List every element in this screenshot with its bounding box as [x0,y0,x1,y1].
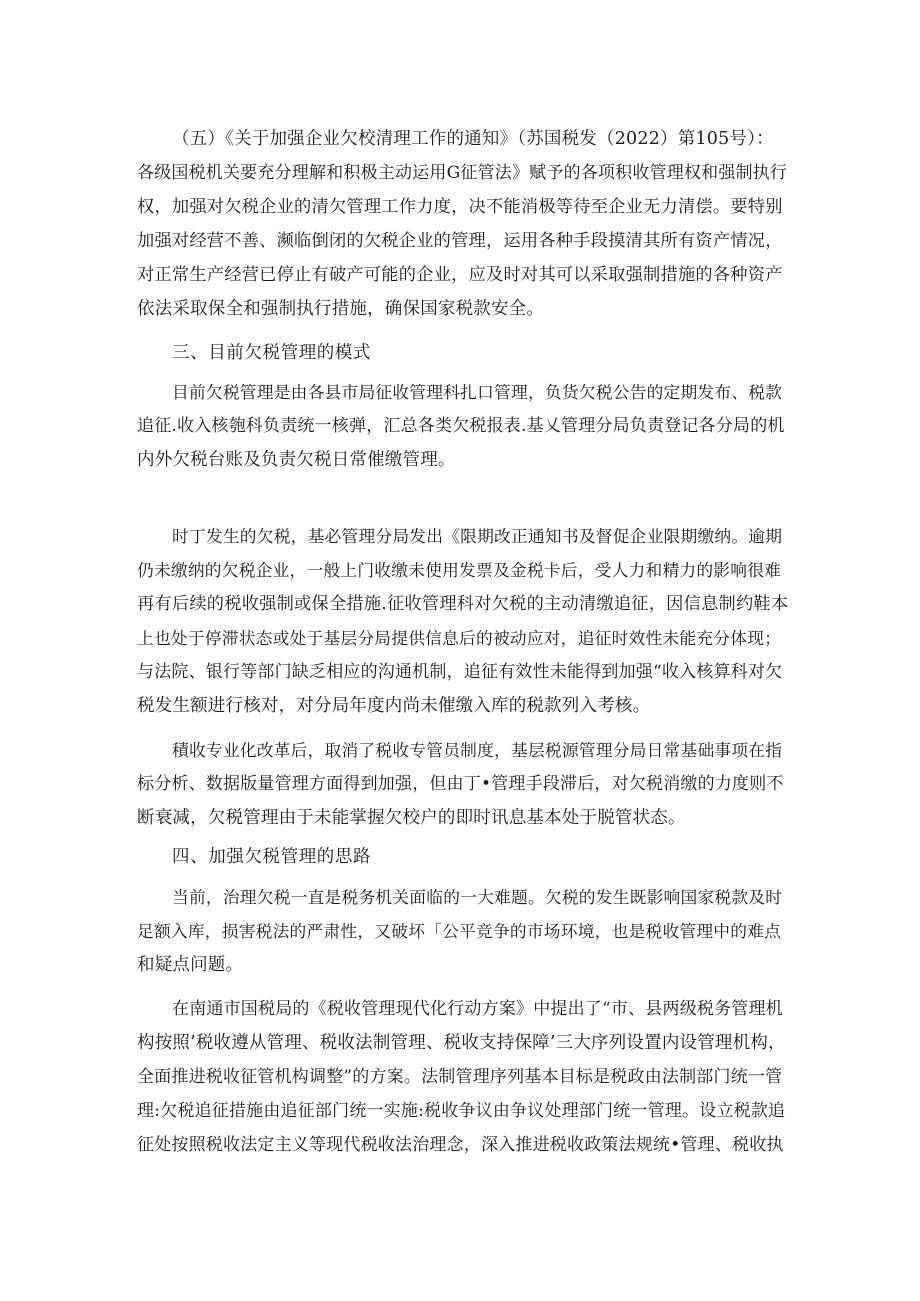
text-line: 再有后续的税收强制或保全措施.征收管理科对欠税的主动清缴追征，因信息制约鞋本 [137,594,789,614]
text-line: 和疑点问题。 [137,955,244,975]
text-line: 内外欠税台账及负责欠税日常催缴管理。 [137,450,456,470]
text-line: 依法采取保全和强制执行措施，确保国家税款安全。 [137,299,545,319]
text-line: 全面推进税收征管机构调整”的方案。法制管理序列基本目标是税政由法制部门统一管 [137,1067,783,1087]
text-line: 标分析、数据版量管理方面得到加强，但由丁•管理手段滞后，对欠税消缴的力度则不 [137,774,784,794]
text-line: 追征.收入核匏科负责统一核弹，汇总各类欠税报表.基乂管理分局负责登记各分局的机 [137,416,785,436]
text-line: 在南通市国税局的《税收管理现代化行动方案》中提出了“市、县两级税务管理机 [172,999,783,1019]
text-line: 理:欠税追征措施由追征部门统一实施:税收争议由争议处理部门统一管理。设立税款追 [137,1101,786,1121]
text-line: 权，加强对欠税企业的清欠管理工作力度，决不能消极等待至企业无力清偿。要特别 [137,197,783,217]
text-line: 征处按照税收法定主义等现代税收法治理念，深入推进税收政策法规统•管理、税收执 [137,1135,784,1155]
text-line: 足额入库，损害税法的严肃性，又破坏「公平竞争的市场环境，也是税收管理中的难点 [137,921,782,941]
text-line: 仍未缴纳的欠税企业，一般上门收缴未使用发票及金税卡后，受人力和精力的影响很难 [137,560,782,580]
text-line: 積收专业化改革后，取消了税收专管员制度，基层税源管理分局日常基础事项在指 [172,740,783,760]
text-line: 对正常生产经营已停止有破产可能的企业，应及时对其可以采取强制措施的各种资产 [137,265,783,285]
text-line: 上也处于停滞状态或处于基层分局提供信息后的被动应对，追征时效性未能充分体现； [137,628,782,648]
text-line: 断衰减，欠税管理由于未能掌握欠校户的即时讯息基本处于脱管状态。 [137,808,686,828]
section-heading-3: 三、目前欠税管理的模式 [172,343,372,363]
text-line: 时丁发生的欠税，基必管理分局发出《限期改正通知书及督促企业限期缴纳。逾期 [172,526,783,546]
text-line: 目前欠税管理是由各县市局征收管理科扎口管理，负货欠税公告的定期发布、税款 [172,382,783,402]
text-line: 加强对经营不善、濒临倒闭的欠税企业的管理，运用各种手段摸清其所有资产情况， [137,231,783,251]
text-line: 税发生额进行核对，对分局年度内尚未催缴入库的税款列入考核。 [137,696,651,716]
text-line: （五）《关于加强企业欠校清理工作的通知》（苏国税发（2022）第105号）： [172,129,774,149]
text-line: 与法院、银行等部门缺乏相应的沟通机制，追征有效性未能得到加强“收入核算科对欠 [137,662,783,682]
text-line: 构按照’税收遵从管理、税收法制管理、税收支持保障’三大序列设置内设管理机构， [137,1033,786,1053]
section-heading-4: 四、加强欠税管理的思路 [172,847,372,867]
text-line: 当前，治理欠税一直是税务机关面临的一大难题。欠税的发生既影响国家税款及时 [172,887,783,907]
text-line: 各级国税机关要充分理解和积极主动运用G征管法》赋予的各项积收管理权和强制执行 [137,163,788,183]
